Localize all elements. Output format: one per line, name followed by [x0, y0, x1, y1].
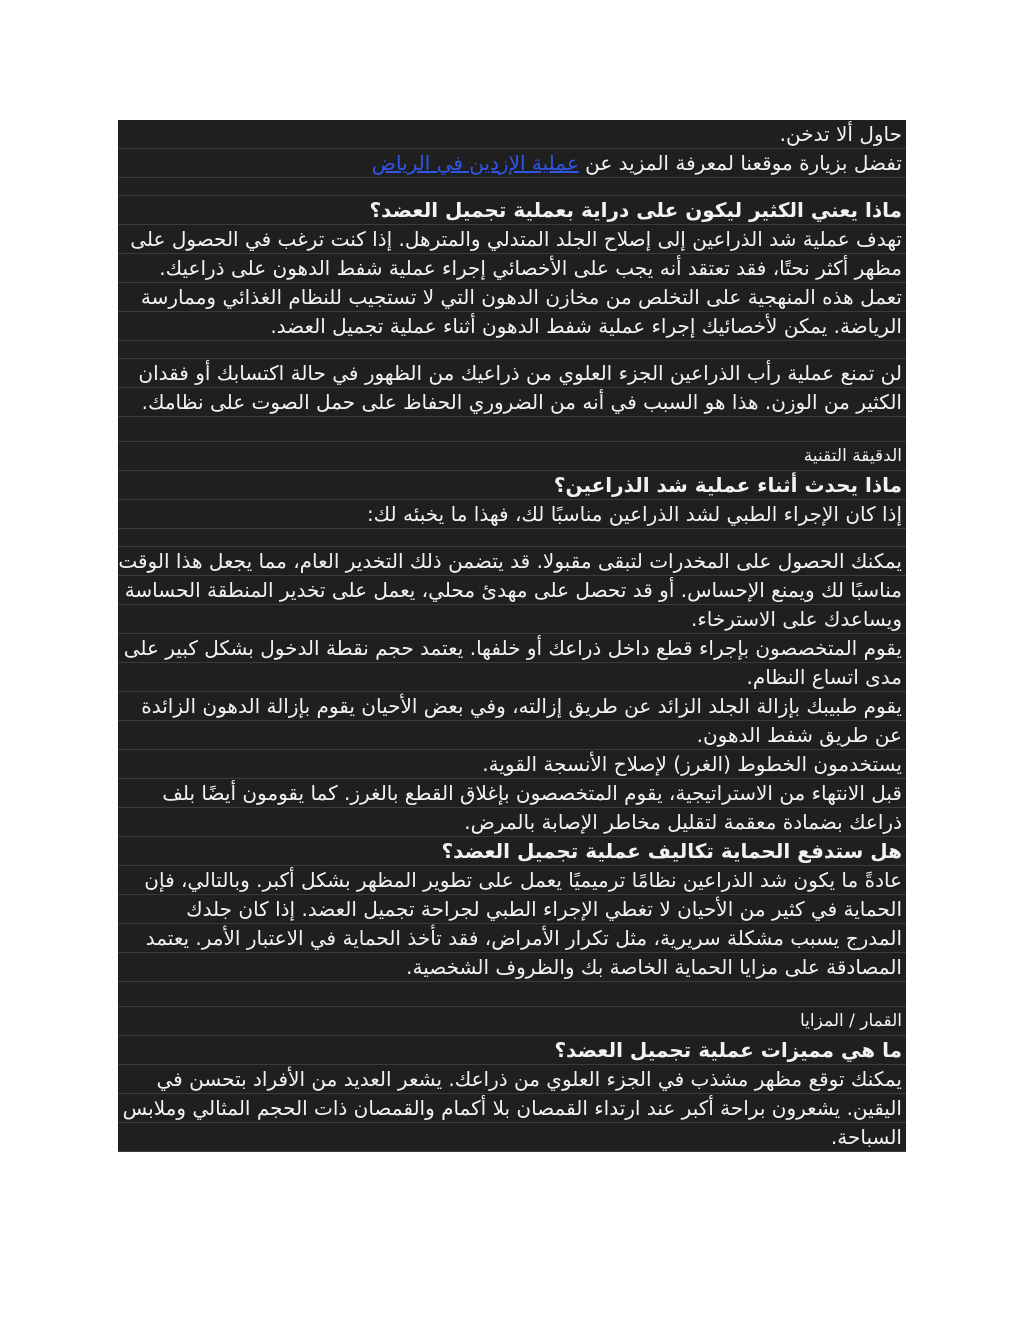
paragraph-line: عادةً ما يكون شد الذراعين نظامًا ترميميًا يعمل على تطوير المظهر بشكل أكبر. وبالتالي، فإن	[118, 866, 906, 895]
paragraph-line: تعمل هذه المنهجية على التخلص من مخازن الدهون التي لا تستجيب للنظام الغذائي وممارسة	[118, 283, 906, 312]
section2-intro-line: إذا كان الإجراء الطبي لشد الذراعين مناسبًا لك، فهذا ما يخبئه لك:	[118, 500, 906, 529]
paragraph-line: الرياضة. يمكن لأخصائيك إجراء عملية شفط الدهون أثناء عملية تجميل العضد.	[118, 312, 906, 341]
paragraph-line: مظهر أكثر نحتًا، فقد تعتقد أنه يجب على الأخصائي إجراء عملية شفط الدهون على ذراعيك.	[118, 254, 906, 283]
section2-heading: ماذا يحدث أثناء عملية شد الذراعين؟	[118, 471, 906, 500]
spacer	[118, 982, 906, 1007]
document-page	[118, 120, 906, 1152]
intro-line-2	[118, 149, 906, 178]
paragraph-line: الحماية في كثير من الأحيان لا تغطي الإجراء الطبي لجراحة تجميل العضد. إذا كان جلدك	[118, 895, 906, 924]
paragraph-line: لن تمنع عملية رأب الذراعين الجزء العلوي من ذراعيك من الظهور في حالة اكتسابك أو فقدان	[118, 359, 906, 388]
paragraph-line: الكثير من الوزن. هذا هو السبب في أنه من الضروري الحفاظ على حمل الصوت على نظامك.	[118, 388, 906, 417]
paragraph-line: يمكنك توقع مظهر مشذب في الجزء العلوي من ذراعك. يشعر العديد من الأفراد بتحسن في	[118, 1065, 906, 1094]
paragraph-line: ذراعك بضمادة معقمة لتقليل مخاطر الإصابة بالمرض.	[118, 808, 906, 837]
paragraph-line: عن طريق شفط الدهون.	[118, 721, 906, 750]
paragraph-line: تهدف عملية شد الذراعين إلى إصلاح الجلد المتدلي والمترهل. إذا كنت ترغب في الحصول على	[118, 225, 906, 254]
paragraph-line: المدرج يسبب مشكلة سريرية، مثل تكرار الأمراض، فقد تأخذ الحماية في الاعتبار الأمر. يعتمد	[118, 924, 906, 953]
section3-heading: هل ستدفع الحماية تكاليف عملية تجميل العضد؟	[118, 837, 906, 866]
paragraph-line: مناسبًا لك ويمنع الإحساس. أو قد تحصل على مهدئ محلي، يعمل على تخدير المنطقة الحساسة	[118, 576, 906, 605]
section2-label: الدقيقة التقنية	[118, 442, 906, 471]
section4-heading: ما هي مميزات عملية تجميل العضد؟	[118, 1036, 906, 1065]
paragraph-line: يقوم المتخصصون بإجراء قطع داخل ذراعك أو خلفها. يعتمد حجم نقطة الدخول بشكل كبير على	[118, 634, 906, 663]
spacer	[118, 341, 906, 359]
paragraph-line: السباحة.	[118, 1123, 906, 1152]
section1-heading: ماذا يعني الكثير ليكون على دراية بعملية تجميل العضد؟	[118, 196, 906, 225]
paragraph-line: اليقين. يشعرون براحة أكبر عند ارتداء القمصان بلا أكمام والقمصان ذات الحجم المثالي وملابس	[118, 1094, 906, 1123]
paragraph-line: يستخدمون الخطوط (الغرز) لإصلاح الأنسجة القوية.	[118, 750, 906, 779]
paragraph-line: يقوم طبيبك بإزالة الجلد الزائد عن طريق إزالته، وفي بعض الأحيان يقوم بإزالة الدهون الزائدة	[118, 692, 906, 721]
intro-line-2-text: تفضل بزيارة موقعنا لمعرفة المزيد عن	[585, 151, 902, 175]
section4-label: القمار / المزايا	[118, 1007, 906, 1036]
spacer	[118, 417, 906, 442]
intro-line-1: حاول ألا تدخن.	[118, 120, 906, 149]
paragraph-line: مدى اتساع النظام.	[118, 663, 906, 692]
spacer	[118, 178, 906, 196]
paragraph-line: قبل الانتهاء من الاستراتيجية، يقوم المتخصصون بإغلاق القطع بالغرز. كما يقومون أيضًا بلف	[118, 779, 906, 808]
paragraph-line: يمكنك الحصول على المخدرات لتبقى مقبولا. قد يتضمن ذلك التخدير العام، مما يجعل هذا الوقت	[118, 547, 906, 576]
paragraph-line: ويساعدك على الاسترخاء.	[118, 605, 906, 634]
spacer	[118, 529, 906, 547]
arm-lift-riyadh-link[interactable]: عملية الإزدين في الرياض	[371, 151, 579, 175]
paragraph-line: المصادقة على مزايا الحماية الخاصة بك والظروف الشخصية.	[118, 953, 906, 982]
